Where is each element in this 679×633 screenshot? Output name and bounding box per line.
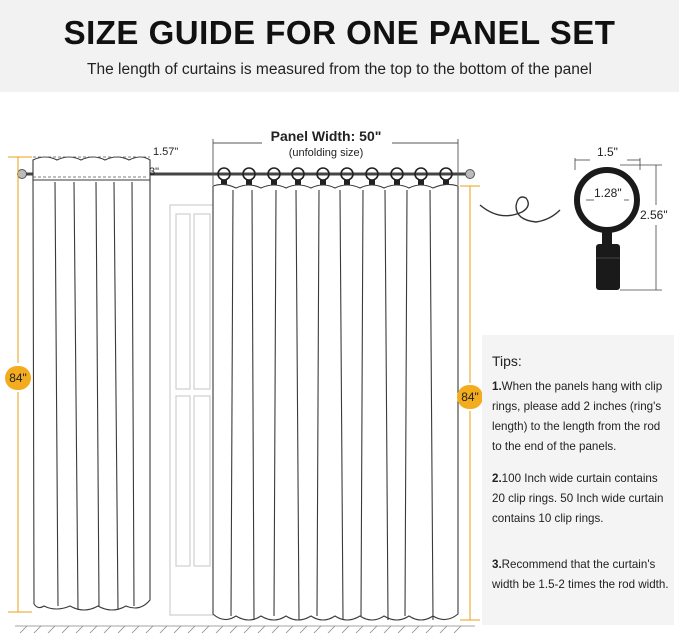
tip-text: When the panels hang with clip rings, please add 2 inches (ring's length) to the length from the rod to the end of the panels. [492, 380, 663, 453]
tip-number: 3. [492, 558, 502, 571]
tip-text: 100 Inch wide curtain contains 20 clip rings. 50 Inch wide curtain contains 10 clip rings. [492, 472, 664, 525]
left-curtain-panel [33, 157, 150, 610]
header-height-label: 1.57" [153, 146, 179, 158]
panel-width-dimension [213, 139, 458, 185]
page-subtitle: The length of curtains is measured from the top to the bottom of the panel [87, 61, 592, 78]
tip-item [492, 377, 672, 457]
panel-width-label: Panel Width: 50" [270, 128, 382, 144]
rod-pocket-label: 3" [149, 166, 160, 178]
detail-arrow [480, 197, 560, 222]
tip-number: 2. [492, 472, 502, 485]
right-curtain-panel [213, 184, 458, 620]
panel-width-note: (unfolding size) [288, 147, 364, 159]
ring-outer-diameter: 1.5" [597, 145, 618, 159]
floor [15, 626, 475, 633]
tips-heading-text: Tips: [492, 353, 522, 369]
window-frame [170, 205, 215, 615]
tips-heading [492, 353, 522, 369]
clip-ring-icon [218, 168, 452, 187]
tip-item [492, 555, 672, 595]
left-length-badge: 84" [5, 366, 31, 390]
tip-number: 1. [492, 380, 502, 393]
ring-inner-diameter: 1.28" [594, 186, 622, 200]
tips-panel [482, 335, 674, 625]
ring-total-height: 2.56" [640, 208, 668, 222]
ring-detail [575, 158, 662, 290]
tip-text: Recommend that the curtain's width be 1.5-2 times the rod width. [492, 558, 669, 591]
page-title: SIZE GUIDE FOR ONE PANEL SET [63, 14, 616, 51]
right-length-badge: 84" [457, 385, 483, 409]
tip-item [492, 469, 672, 529]
